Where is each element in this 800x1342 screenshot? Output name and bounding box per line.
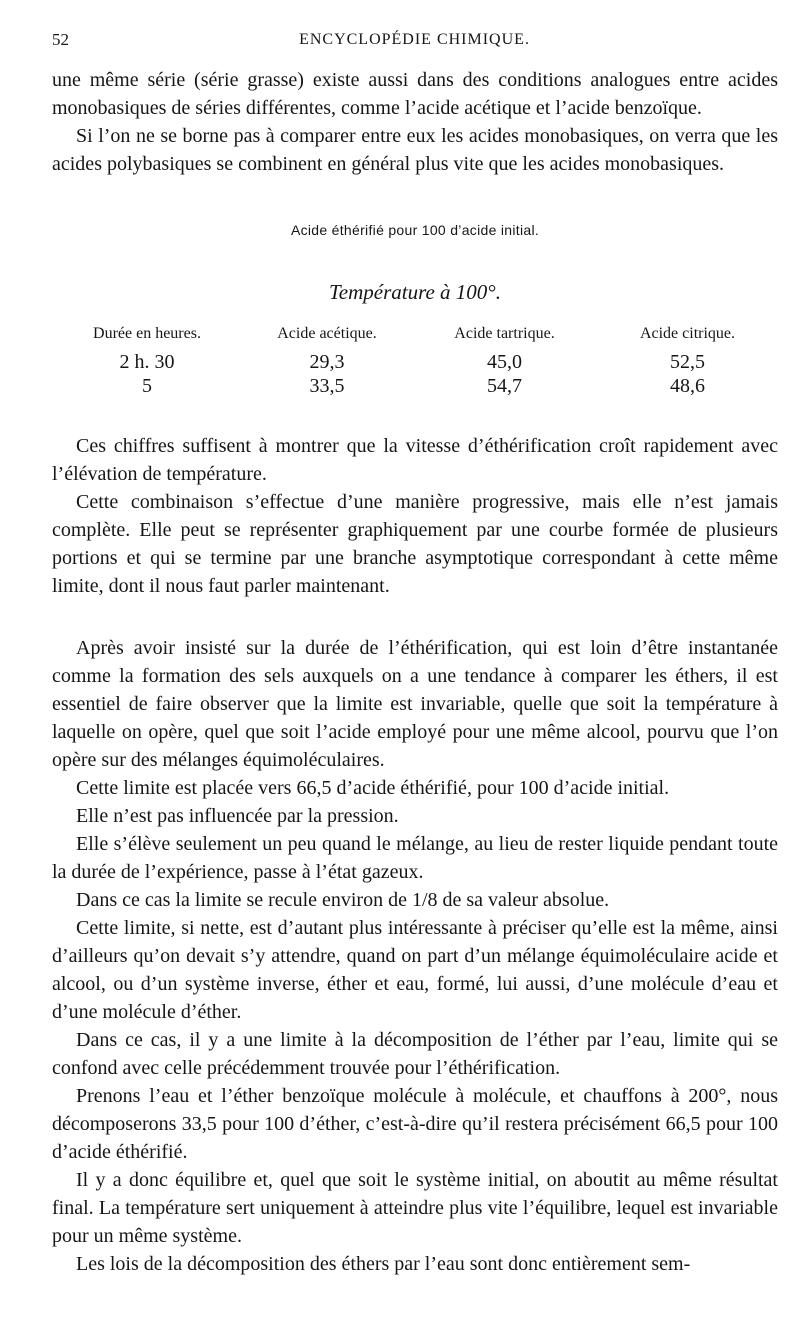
column-header: Acide acétique. [277, 325, 377, 342]
paragraph: Il y a donc équilibre et, quel que soit le système initial, on aboutit au même résultat final. La température sert uniquement à atteindre plus vite l’équilibre, lequel est invariable pour un même système. [52, 1169, 778, 1247]
table-cell: 5 [142, 375, 152, 397]
table-cell: 54,7 [487, 375, 522, 397]
paragraph: Ces chiffres suffisent à montrer que la vitesse d’éthérification croît rapidement avec l’élévation de température. [52, 435, 778, 485]
paragraph: Les lois de la décomposition des éthers par l’eau sont donc entièrement sem- [76, 1253, 691, 1275]
table-caption: Acide éthérifié pour 100 d’acide initial. [290, 222, 540, 238]
running-title: ENCYCLOPÉDIE CHIMIQUE. [299, 31, 530, 48]
table-cell: 2 h. 30 [119, 351, 175, 373]
table-header-row [52, 320, 778, 350]
table-cell: 29,3 [309, 351, 345, 373]
paragraph: Prenons l’eau et l’éther benzoïque molécule à molécule, et chauffons à 200°, nous décomposerons 33,5 pour 100 d’éther, c’est-à-dire qu’il restera précisément 66,5 pour 100 d’acide éthérifié. [52, 1085, 778, 1163]
paragraph: Dans ce cas la limite se recule environ de 1/8 de sa valeur absolue. [76, 889, 610, 911]
paragraph: Dans ce cas, il y a une limite à la décomposition de l’éther par l’eau, limite qui se confond avec celle précédemment trouvée pour l’éthérification. [52, 1029, 778, 1079]
paragraph: une même série (série grasse) existe aussi dans des conditions analogues entre acides monobasiques de séries différentes, comme l’acide acétique et l’acide benzoïque. [52, 69, 778, 119]
paragraph: Cette limite est placée vers 66,5 d’acide éthérifié, pour 100 d’acide initial. [76, 777, 670, 799]
column-header: Durée en heures. [93, 325, 201, 342]
table-cell: 48,6 [670, 375, 705, 397]
paragraph: Cette combinaison s’effectue d’une manière progressive, mais elle n’est jamais complète. Elle peut se représenter graphiquement par une courbe formée de plusieurs portions et qui se termine par une branche asymptotique correspondant à cette même limite, dont il nous faut parler maintenant. [52, 491, 778, 597]
spacer [52, 398, 778, 432]
column-header: Acide tartrique. [454, 325, 555, 342]
page-body [52, 66, 778, 1278]
table-cell: 45,0 [487, 351, 522, 373]
table-row [52, 374, 778, 398]
column-header: Acide citrique. [639, 325, 736, 342]
data-table [52, 320, 778, 398]
spacer [52, 600, 778, 634]
table-cell: 33,5 [309, 375, 345, 397]
paragraph: Si l’on ne se borne pas à comparer entre eux les acides monobasiques, on verra que les acides polybasiques se combinent en général plus vite que les acides monobasiques. [52, 125, 778, 175]
paragraph: Cette limite, si nette, est d’autant plus intéressante à préciser qu’elle est la même, ainsi d’ailleurs qu’on devait s’y attendre, quand on part d’un mélange équimoléculaire acide et alcool, ou d’un système inverse, éther et eau, formé, lui aussi, d’une molécule d’eau et d’une molécule d’éther. [52, 917, 778, 1023]
page-number: 52 [52, 30, 69, 49]
table-cell: 52,5 [670, 351, 705, 373]
paragraph: Elle s’élève seulement un peu quand le mélange, au lieu de rester liquide pendant toute la durée de l’expérience, passe à l’état gazeux. [52, 833, 778, 883]
paragraph: Elle n’est pas influencée par la pression. [76, 805, 399, 827]
page-header [52, 30, 777, 54]
paragraph: Après avoir insisté sur la durée de l’éthérification, qui est loin d’être instantanée comme la formation des sels auxquels on a une tendance à comparer les éthers, il est essentiel de faire observer que la limite est invariable, quelle que soit la température à laquelle on opère, quel que soit l’acide employé pour une même alcool, pourvu que l’on opère sur des mélanges équimoléculaires. [52, 637, 778, 771]
temperature-title: Température à 100°. [329, 280, 501, 304]
table-row [52, 350, 778, 374]
